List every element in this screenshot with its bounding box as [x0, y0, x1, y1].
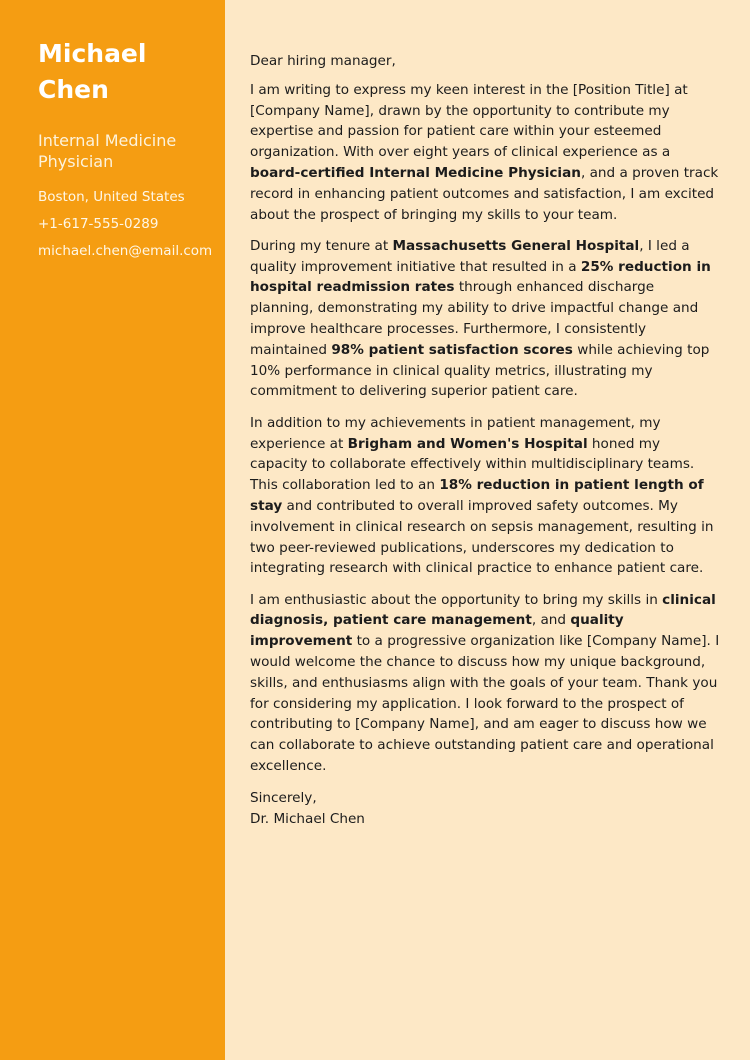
- p4-text-1: I am enthusiastic about the opportunity to bring my skills in: [250, 591, 663, 608]
- p3-bold-1: Brigham and Women's Hospital: [347, 435, 588, 452]
- signature: Dr. Michael Chen: [250, 810, 365, 827]
- p3-text-3: and contributed to overall improved safety outcomes. My involvement in clinical research on sepsis management, resulting in two peer-reviewed publications, underscores my dedication to integrating research with clinical practice to enhance patient care.: [250, 497, 714, 577]
- paragraph-2: [250, 236, 720, 402]
- sidebar: [0, 0, 225, 1060]
- p2-text-1: During my tenure at: [250, 237, 393, 254]
- letter-body: [225, 0, 750, 1060]
- paragraph-4: [250, 590, 720, 777]
- title-line-1: Internal Medicine: [38, 131, 177, 150]
- p1-text-1: I am writing to express my keen interest in the [Position Title] at [Company Name], drawn by the opportunity to contribute my expertise and passion for patient care within your esteemed organization. With over eight years of clinical experience as a: [250, 81, 688, 161]
- paragraph-3: [250, 413, 720, 579]
- job-title: [38, 130, 209, 172]
- phone: +1-617-555-0289: [38, 216, 159, 232]
- p4-bold-2: quality improvement: [250, 612, 624, 650]
- email: michael.chen@email.com: [38, 243, 213, 259]
- p1-text-2: , and a proven track record in enhancing patient outcomes and satisfaction, I am excited about the prospect of bringing my skills to your team.: [250, 164, 719, 223]
- p2-text-4: while achieving top 10% performance in clinical quality metrics, illustrating my commitment to delivering superior patient care.: [250, 341, 710, 400]
- p3-bold-2: 18% reduction in patient length of stay: [250, 477, 704, 514]
- name-line-1: Michael: [38, 39, 147, 68]
- p2-text-2: , I led a quality improvement initiative that resulted in a: [250, 237, 690, 275]
- p2-bold-2: 25% reduction in hospital readmission rates: [250, 258, 711, 296]
- greeting: Dear hiring manager,: [250, 53, 396, 69]
- applicant-name: [38, 36, 209, 108]
- closing: Sincerely,: [250, 789, 317, 806]
- location: Boston, United States: [38, 189, 185, 205]
- p4-text-3: to a progressive organization like [Company Name]. I would welcome the chance to discuss how my unique background, skills, and enthusiasms align with the goals of your team. Thank you for considering my application. I look forward to the prospect of contributing to [Company Name], and am eager to discuss how we can collaborate to achieve outstanding patient care and operational excellence.: [250, 633, 720, 774]
- p1-bold-1: board-certified Internal Medicine Physician: [250, 164, 581, 181]
- p4-bold-1: clinical diagnosis, patient care management: [250, 591, 716, 629]
- p2-text-3: through enhanced discharge planning, demonstrating my ability to drive impactful change and improve healthcare processes. Furthermore, I consistently maintained: [250, 279, 699, 358]
- p2-bold-3: 98% patient satisfaction scores: [331, 341, 573, 358]
- p2-bold-1: Massachusetts General Hospital: [392, 237, 640, 254]
- name-line-2: Chen: [38, 75, 109, 104]
- p3-text-1: In addition to my achievements in patient management, my experience at: [250, 414, 661, 452]
- p4-text-2: , and: [531, 612, 571, 629]
- paragraph-1: [250, 80, 720, 226]
- title-line-2: Physician: [38, 152, 114, 171]
- p3-text-2: honed my capacity to collaborate effectively within multidisciplinary teams. This collaboration led to an: [250, 435, 695, 494]
